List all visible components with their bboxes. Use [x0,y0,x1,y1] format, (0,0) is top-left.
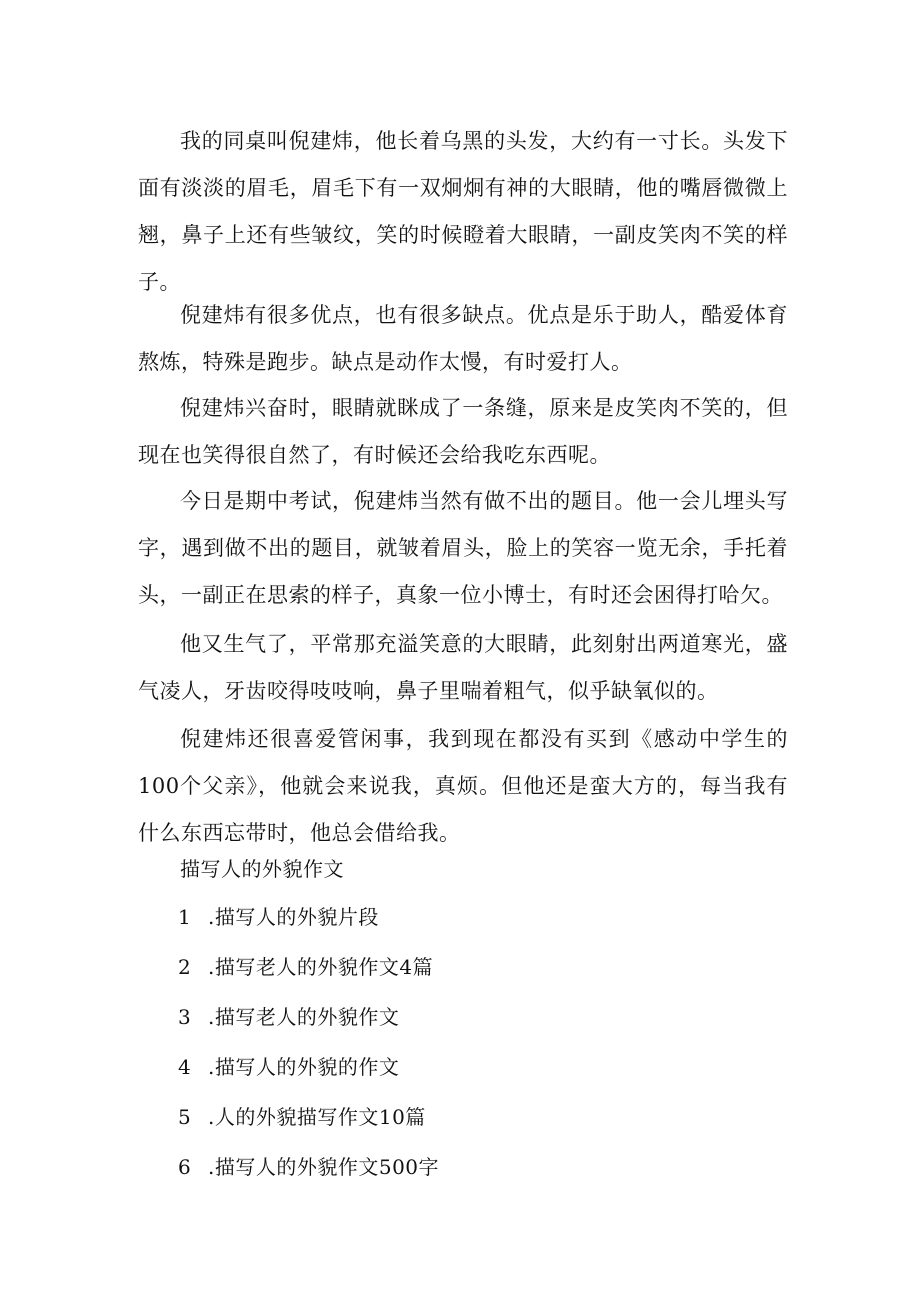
list-item-number: 5 [178,1105,192,1129]
list-item-number: 4 [178,1055,192,1079]
list-item-text: .人的外貌描写作文10篇 [208,1105,426,1129]
paragraph-1: 我的同桌叫倪建炜，他长着乌黑的头发，大约有一寸长。头发下面有淡淡的眉毛，眉毛下有一双炯炯有神的大眼睛，他的嘴唇微微上翘，鼻子上还有些皱纹，笑的时候瞪着大眼睛，一副皮笑肉不笑的样子。 [138,129,788,294]
list-item-text: .描写人的外貌片段 [208,905,379,929]
related-link-2[interactable] [178,952,433,982]
list-item-number: 1 [178,905,192,929]
related-link-1[interactable] [178,902,379,932]
related-link-5[interactable] [178,1102,426,1132]
list-item-text: .描写老人的外貌作文 [208,1005,400,1029]
paragraph-5: 他又生气了，平常那充溢笑意的大眼睛，此刻射出两道寒光，盛气凌人，牙齿咬得吱吱响，鼻子里喘着粗气，似乎缺氧似的。 [138,632,788,703]
related-heading: 描写人的外貌作文 [180,857,344,881]
paragraph-2: 倪建炜有很多优点，也有很多缺点。优点是乐于助人，酷爱体育熬炼，特殊是跑步。缺点是动作太慢，有时爱打人。 [138,303,788,374]
list-item-text: .描写人的外貌作文500字 [208,1155,440,1179]
related-link-4[interactable] [178,1052,399,1082]
list-item-number: 6 [178,1155,192,1179]
paragraph-3: 倪建炜兴奋时，眼睛就眯成了一条缝，原来是皮笑肉不笑的，但现在也笑得很自然了，有时候还会给我吃东西呢。 [138,396,788,467]
list-item-number: 2 [178,955,192,979]
list-item-text: .描写老人的外貌作文4篇 [208,955,434,979]
related-link-3[interactable] [178,1002,399,1032]
paragraph-6: 倪建炜还很喜爱管闲事，我到现在都没有买到《感动中学生的100个父亲》，他就会来说我，真烦。但他还是蛮大方的，每当我有什么东西忘带时，他总会借给我。 [138,727,788,845]
list-item-text: .描写人的外貌的作文 [208,1055,400,1079]
related-link-6[interactable] [178,1152,439,1182]
paragraph-4: 今日是期中考试，倪建炜当然有做不出的题目。他一会儿埋头写字，遇到做不出的题目，就皱着眉头，脸上的笑容一览无余，手托着头，一副正在思索的样子，真象一位小博士，有时还会困得打哈欠。 [138,489,788,607]
list-item-number: 3 [178,1005,192,1029]
